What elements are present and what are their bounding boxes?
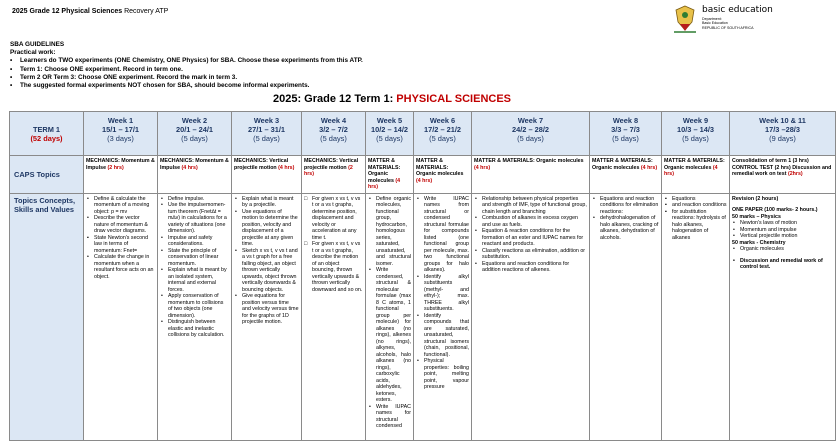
topics-week-6 xyxy=(414,193,472,441)
page-header xyxy=(0,0,784,40)
caps-topic: MATTER & MATERIALS: Organic molecules (4 hrs) xyxy=(472,156,590,194)
list-item: • Physical properties: boiling point, melting point, vapour pressure xyxy=(416,358,469,391)
list-item: • Identify compounds that are saturated, unsaturated, structural isomers (chain, positional, functional). xyxy=(416,313,469,359)
list-item: • Equations and reaction conditions for elimination reactions: xyxy=(592,196,659,216)
topics-week-8 xyxy=(590,193,662,441)
sba-item: • The suggested formal experiments NOT chosen for SBA, should become informal experiments. xyxy=(10,82,550,90)
revision-note: Revision (2 hours) xyxy=(732,195,779,202)
list-item: ▪ for substitution reactions: hydrolysis of halo alkanes, halogenation of alkanes xyxy=(664,209,727,242)
atp-table xyxy=(9,111,836,441)
topics-week-2 xyxy=(158,193,232,441)
caps-label: CAPS Topics xyxy=(10,156,84,194)
sba-guidelines xyxy=(10,41,550,90)
week-header: Week 9 10/3 – 14/3 (5 days) xyxy=(662,112,730,156)
list-item: • State the principle of conservation of linear momentum. xyxy=(160,248,229,268)
list-item: • Use equations of motion to determine the position, velocity and displacement of a projectile at any given time. xyxy=(234,209,299,248)
list-item: ▪ and reaction conditions xyxy=(664,202,727,209)
list-item: • Vertical projectile motion xyxy=(732,233,833,240)
list-item: • Identify alkyl substituents (methyl- and ethyl-); max. THREE alkyl substituents. xyxy=(416,274,469,313)
list-item: • Relationship between physical properties and strength of IMF, type of functional group, chain length and branching xyxy=(474,196,587,216)
list-item: • Give equations for position versus time and velocity versus time for the graphs of 1D projectile motion. xyxy=(234,293,299,326)
chemistry-marks: 50 marks - Chemistry xyxy=(732,239,786,246)
basic-education-logo xyxy=(672,2,780,38)
list-item: • Calculate the change in momentum when a resultant force acts on an object. xyxy=(86,254,155,280)
list-item: • Define organic molecules, functional group, hydrocarbon, homologous series, saturated, unsaturated, and structural isomer. xyxy=(368,196,411,268)
topics-week-4 xyxy=(302,193,366,441)
caps-topic: MECHANICS: Momentum & Impulse (4 hrs) xyxy=(158,156,232,194)
topics-row xyxy=(10,193,836,441)
term-title: 2025: Grade 12 Term 1: PHYSICAL SCIENCES xyxy=(272,93,512,105)
topics-week-10-11 xyxy=(730,193,836,441)
list-item: • Define impulse. xyxy=(160,196,229,203)
list-item: • Explain what is meant by an isolated system, internal and external forces. xyxy=(160,267,229,293)
week-header: Week 6 17/2 – 21/2 (5 days) xyxy=(414,112,472,156)
list-item: • Use the impulsemomen-tum theorem (Fnet∆t = m∆v) in calculations for a variety of situations (one dimension). xyxy=(160,202,229,235)
caps-topic: MATTER & MATERIALS: Organic molecules (4 hrs) xyxy=(590,156,662,194)
week-header: Week 3 27/1 – 31/1 (5 days) xyxy=(232,112,302,156)
caps-topic: MECHANICS: Vertical projectile motion (4 hrs) xyxy=(232,156,302,194)
caps-topic: Consolidation of term 1 (3 hrs) CONTROL TEST (2 hrs) Discussion and remedial work on test (2hrs) xyxy=(730,156,836,194)
list-item: • Write condensed, structural & molecular formulae (max 8 C atoms, 1 functional group per molecule) for alkanes (no rings), alkenes (no rings), alkynes, alcohols, halo alkanes (no rings), carboxylic acids, aldehydes, ketones, esters. xyxy=(368,267,411,404)
list-item: • Organic molecules xyxy=(732,246,833,253)
topics-week-5 xyxy=(366,193,414,441)
caps-topic: MATTER & MATERIALS: Organic molecules (4 hrs) xyxy=(662,156,730,194)
list-item: □ For given x vs t, v vs t or a vs t graphs, determine position, displacement and velocity or acceleration at any time t. xyxy=(304,196,363,242)
topics-week-1 xyxy=(84,193,158,441)
caps-topic: MATTER & MATERIALS: Organic molecules (4 hrs) xyxy=(366,156,414,194)
document-title: 2025 Grade 12 Physical Sciences Recovery ATP xyxy=(12,8,169,15)
list-item: • Apply conservation of momentum to collisions of two objects (one dimension). xyxy=(160,293,229,319)
term-header: TERM 1 (52 days) xyxy=(10,112,84,156)
physics-marks: 50 marks – Physics xyxy=(732,213,781,220)
sba-list xyxy=(10,57,550,90)
caps-row xyxy=(10,156,836,194)
paper-note: ONE PAPER (100 marks- 2 hours.) xyxy=(732,207,818,213)
sba-subheading: Practical work: xyxy=(10,49,56,57)
coat-of-arms-icon xyxy=(672,4,698,34)
sba-item: • Term 1: Choose ONE experiment. Record in term one. xyxy=(10,66,550,74)
list-item: • Define & calculate the momentum of a moving object: p = mv xyxy=(86,196,155,216)
list-item: • Describe the vector nature of momentum & draw vector diagrams. xyxy=(86,215,155,235)
sba-heading: SBA GUIDELINES xyxy=(10,41,65,48)
topics-week-3 xyxy=(232,193,302,441)
list-item: • Newton's laws of motion xyxy=(732,220,833,227)
week-header: Week 2 20/1 – 24/1 (5 days) xyxy=(158,112,232,156)
list-item: • Impulse and safety considerations. xyxy=(160,235,229,248)
logo-name: basic education xyxy=(702,5,773,15)
sba-item: • Term 2 OR Term 3: Choose ONE experiment. Record the mark in term 3. xyxy=(10,74,550,82)
topics-week-9 xyxy=(662,193,730,441)
list-item: ▪ State Newton's second law in terms of momentum: Fnet= xyxy=(86,235,155,255)
list-item: • Write IUPAC names for structural condensed xyxy=(368,404,411,430)
week-header: Week 1 15/1 – 17/1 (3 days) xyxy=(84,112,158,156)
caps-topic: MECHANICS: Vertical projectile motion (2 hrs) xyxy=(302,156,366,194)
week-header: Week 4 3/2 – 7/2 (5 days) xyxy=(302,112,366,156)
list-item: • Sketch x vs t, v vs t and a vs t graph for a free falling object, an object thrown vertically upwards, object thrown vertically downwards & bouncing objects. xyxy=(234,248,299,294)
weeks-row xyxy=(10,112,836,156)
list-item: • Equations and reaction conditions for addition reactions of alkenes. xyxy=(474,261,587,274)
remedial-note: • Discussion and remedial work of control test. xyxy=(732,258,833,271)
list-item: ▪ Equations xyxy=(664,196,727,203)
list-item: □ For given x vs t, v vs t or a vs t graphs, describe the motion of an object bouncing, thrown vertically upwards & thrown vertically downward and so on. xyxy=(304,241,363,293)
week-header: Week 5 10/2 – 14/2 (5 days) xyxy=(366,112,414,156)
caps-topic: MATTER & MATERIALS: Organic molecules (4 hrs) xyxy=(414,156,472,194)
logo-department: Department: Basic Education REPUBLIC OF SOUTH AFRICA xyxy=(702,17,754,30)
list-item: • Combustion of alkanes in excess oxygen and use as fuels. xyxy=(474,215,587,228)
week-header: Week 8 3/3 – 7/3 (5 days) xyxy=(590,112,662,156)
list-item: • Explain what is meant by a projectile. xyxy=(234,196,299,209)
topics-week-7 xyxy=(472,193,590,441)
week-header: Week 7 24/2 – 28/2 (5 days) xyxy=(472,112,590,156)
list-item: • Write IUPAC names from structural or condensed structural formulae for compounds listed (one functional group per molecule, max. two functional groups for halo alkanes). xyxy=(416,196,469,274)
week-header: Week 10 & 11 17/3 –28/3 (9 days) xyxy=(730,112,836,156)
list-item: • Classify reactions as elimination, addition or substitution. xyxy=(474,248,587,261)
list-item: • Momentum and impulse xyxy=(732,227,833,234)
topics-label: Topics Concepts, Skills and Values xyxy=(10,193,84,441)
caps-topic: MECHANICS: Momentum & Impulse (2 hrs) xyxy=(84,156,158,194)
list-item: • Equation & reaction conditions for the formation of an ester and IUPAC names for reactant and products. xyxy=(474,228,587,248)
list-item: • Distinguish between elastic and inelastic collisions by calculation. xyxy=(160,319,229,339)
list-item: • dehydrohalogenation of halo alkanes, cracking of alkanes, dehydration of alcohols. xyxy=(592,215,659,241)
sba-item: • Learners do TWO experiments (ONE Chemistry, ONE Physics) for SBA. Choose these experiments from this ATP. xyxy=(10,57,550,65)
